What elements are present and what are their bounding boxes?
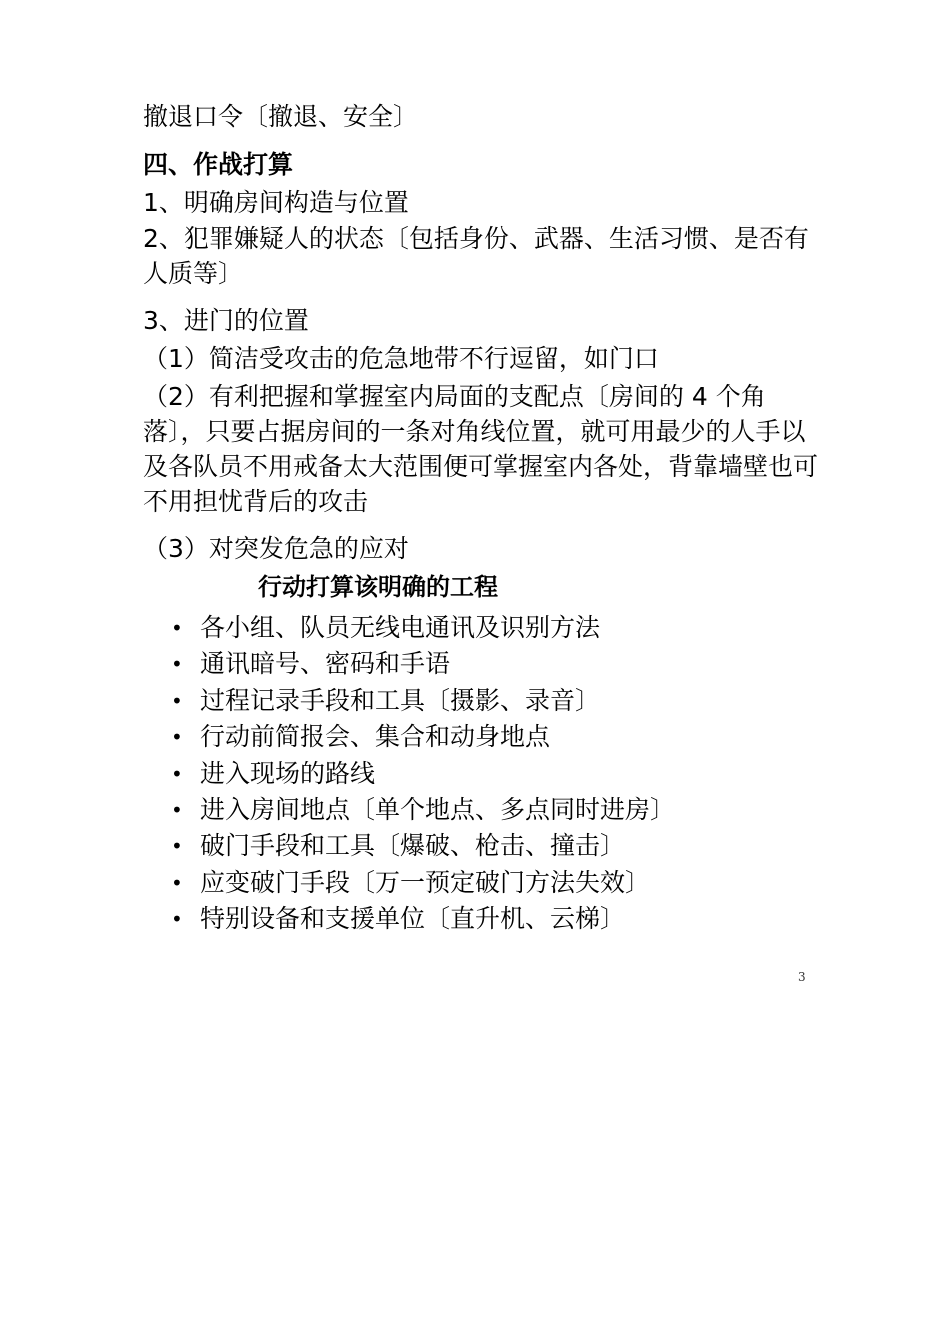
section-heading: 四、作战打算 <box>143 150 294 179</box>
bullet-list <box>168 611 675 939</box>
page-number: 3 <box>798 970 806 984</box>
list-item-text: 应变破门手段〔万一预定破门方法失效〕 <box>200 867 651 897</box>
list-item-text: 过程记录手段和工具〔摄影、录音〕 <box>200 685 601 715</box>
item-2-line-1: 2、犯罪嫌疑人的状态〔包括身份、武器、生活习惯、是否有 <box>143 224 809 253</box>
bullet-icon: • <box>171 870 183 895</box>
list-item-text: 各小组、队员无线电通讯及识别方法 <box>200 613 601 642</box>
list-item <box>168 647 675 683</box>
list-item <box>168 902 675 938</box>
item-3: 3、进门的位置 <box>143 306 309 335</box>
list-item-text: 进入现场的路线 <box>200 758 376 788</box>
list-item <box>168 866 675 902</box>
item-2-line-2: 人质等〕 <box>143 259 244 288</box>
list-item-text: 通讯暗号、密码和手语 <box>200 649 451 679</box>
sub-item-2-line-2: 落〕，只要占据房间的一条对角线位置，就可用最少的人手以 <box>143 417 806 446</box>
sub-item-1: （1）简洁受攻击的危急地带不行逗留，如门口 <box>143 344 659 373</box>
list-item-text: 特别设备和支援单位〔直升机、云梯〕 <box>200 904 626 934</box>
bullet-icon: • <box>171 652 183 677</box>
list-item-text: 进入房间地点〔单个地点、多点同时进房〕 <box>200 794 676 824</box>
sub-item-2-line-4: 不用担忧背后的攻击 <box>143 487 369 516</box>
bullet-icon: • <box>171 725 183 750</box>
list-item <box>168 684 675 720</box>
sub-item-2-line-3: 及各队员不用戒备太大范围便可掌握室内各处，背靠墙壁也可 <box>143 452 819 481</box>
bullet-icon: • <box>171 761 183 786</box>
sub-item-2-line-1: （2）有利把握和掌握室内局面的支配点〔房间的 4 个角 <box>143 382 766 411</box>
list-item <box>168 757 675 793</box>
list-item <box>168 720 675 756</box>
list-title: 行动打算该明确的工程 <box>258 573 498 601</box>
list-item <box>168 829 675 865</box>
item-1: 1、明确房间构造与位置 <box>143 188 409 217</box>
bullet-icon: • <box>171 688 183 713</box>
bullet-icon: • <box>171 616 183 640</box>
list-item <box>168 793 675 829</box>
bullet-icon: • <box>171 907 183 932</box>
bullet-icon: • <box>171 834 183 859</box>
retreat-password-line: 撤退口令〔撤退、安全〕 <box>143 102 419 131</box>
list-item <box>168 611 675 647</box>
list-item-text: 破门手段和工具〔爆破、枪击、撞击〕 <box>200 831 626 861</box>
list-item-text: 行动前简报会、集合和动身地点 <box>200 722 551 752</box>
sub-item-3: （3）对突发危急的应对 <box>143 534 409 563</box>
bullet-icon: • <box>171 797 183 822</box>
